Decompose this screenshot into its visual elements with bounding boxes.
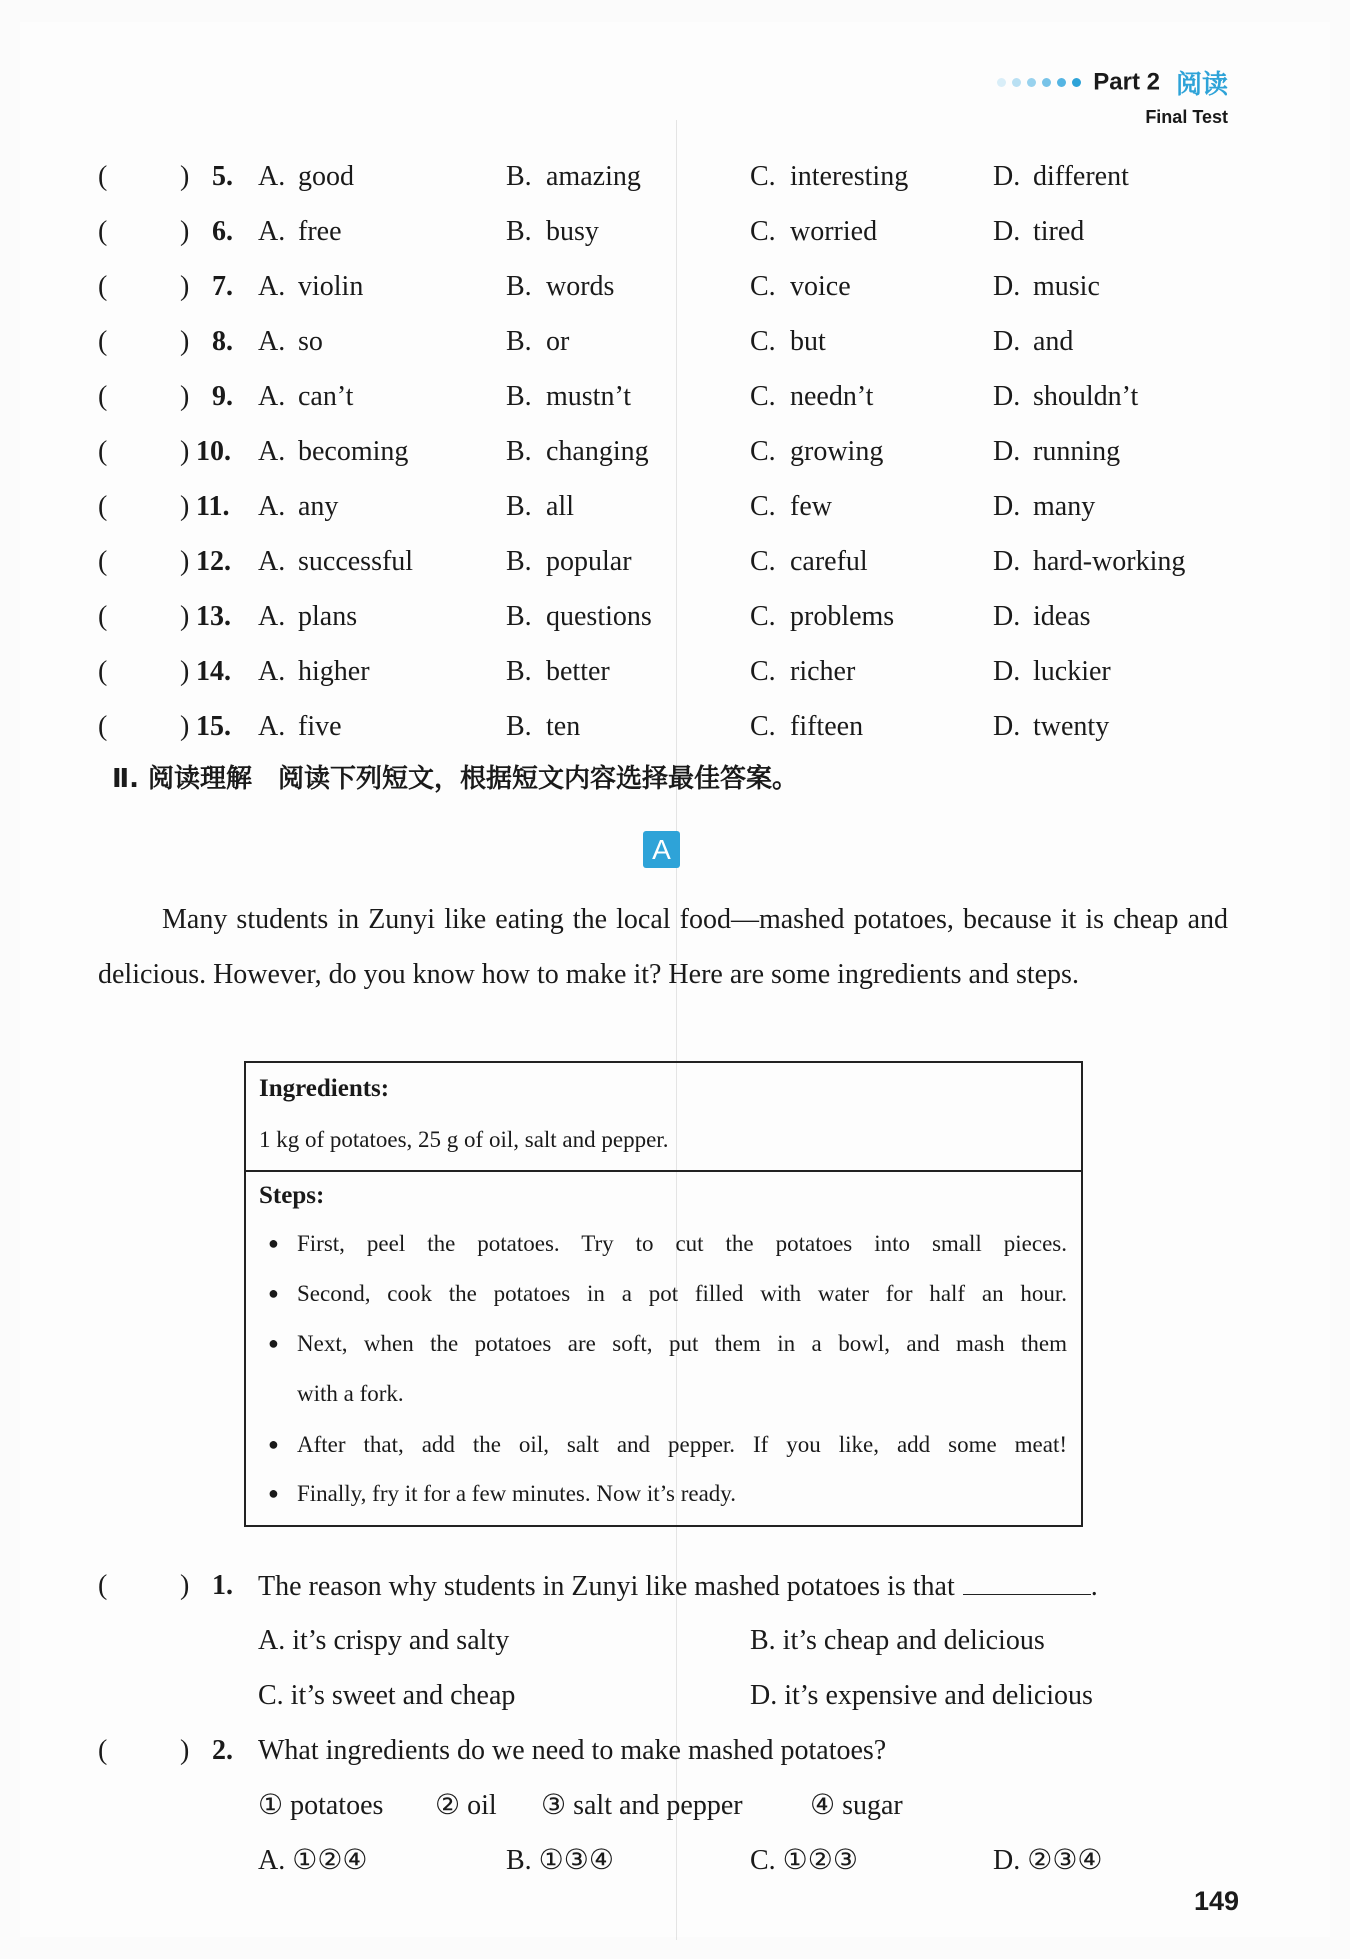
option-letter: C. bbox=[750, 216, 776, 247]
option-letter: B. bbox=[506, 711, 532, 742]
answer-paren-left: ( bbox=[98, 161, 108, 192]
option-letter: B. bbox=[506, 326, 532, 357]
option-text: busy bbox=[546, 216, 599, 247]
option-text: problems bbox=[790, 601, 895, 632]
answer-paren-right: ) bbox=[180, 491, 190, 522]
option-a[interactable] bbox=[258, 265, 363, 309]
option-text: can’t bbox=[298, 381, 354, 412]
option-a[interactable] bbox=[258, 650, 370, 694]
question-number: 6. bbox=[212, 216, 233, 247]
option-text: so bbox=[298, 326, 323, 357]
option-letter: C. bbox=[750, 161, 776, 192]
option-letter: D. bbox=[993, 271, 1021, 302]
bullet-icon: ● bbox=[268, 1233, 279, 1253]
bullet-icon: ● bbox=[268, 1333, 279, 1353]
question-number: 9. bbox=[212, 381, 233, 412]
option-c[interactable] bbox=[750, 650, 855, 694]
step-text: with a fork. bbox=[297, 1381, 404, 1406]
option-letter: A. bbox=[258, 436, 286, 467]
option-text: ideas bbox=[1033, 601, 1091, 632]
option-letter: C. bbox=[750, 271, 776, 302]
option-a[interactable] bbox=[258, 210, 342, 254]
option-text: hard-working bbox=[1033, 546, 1186, 577]
option-d[interactable] bbox=[993, 705, 1109, 749]
option-letter: D. bbox=[993, 161, 1021, 192]
header-subtitle: Final Test bbox=[1145, 107, 1228, 127]
option-text: ten bbox=[546, 711, 581, 742]
option-text: words bbox=[546, 271, 615, 302]
option-text: popular bbox=[546, 546, 632, 577]
option-letter: B. bbox=[506, 436, 532, 467]
section-title: Ⅱ. 阅读理解 阅读下列短文，根据短文内容选择最佳答案。 bbox=[112, 764, 799, 794]
answer-paren-right: ) bbox=[180, 546, 190, 577]
option-letter: A. bbox=[258, 601, 286, 632]
option-text: any bbox=[298, 491, 339, 522]
option-letter: A. bbox=[258, 546, 286, 577]
option-letter: D. bbox=[993, 546, 1021, 577]
option-letter: C. bbox=[750, 656, 776, 687]
question-number: 11. bbox=[196, 491, 230, 522]
answer-paren-right: ) bbox=[180, 711, 190, 742]
option-text: few bbox=[790, 491, 832, 522]
answer-paren-left: ( bbox=[98, 271, 108, 302]
option-a[interactable] bbox=[258, 430, 408, 474]
q2-option-d[interactable]: D. ②③④ bbox=[993, 1845, 1103, 1876]
cloze-row bbox=[98, 705, 1238, 749]
option-b[interactable] bbox=[506, 375, 631, 419]
decorative-dots bbox=[997, 78, 1081, 87]
steps-heading: Steps: bbox=[259, 1182, 325, 1209]
option-text: amazing bbox=[546, 161, 641, 192]
option-letter: C. bbox=[750, 491, 776, 522]
bullet-icon: ● bbox=[268, 1483, 279, 1503]
option-text: different bbox=[1033, 161, 1129, 192]
question-number: 2. bbox=[212, 1735, 233, 1766]
option-text: better bbox=[546, 656, 610, 687]
q2-item-1: ① potatoes bbox=[258, 1790, 384, 1821]
option-d[interactable] bbox=[993, 650, 1111, 694]
option-c[interactable] bbox=[750, 705, 863, 749]
option-text: plans bbox=[298, 601, 358, 632]
option-c[interactable] bbox=[750, 155, 908, 199]
dot-icon bbox=[1027, 78, 1036, 87]
option-b[interactable] bbox=[506, 540, 632, 584]
option-d[interactable] bbox=[993, 320, 1073, 364]
option-letter: A. bbox=[258, 326, 286, 357]
answer-paren-right: ) bbox=[180, 1570, 190, 1601]
cloze-row bbox=[98, 650, 1238, 694]
question-stem: What ingredients do we need to make mashed potatoes? bbox=[258, 1735, 887, 1766]
answer-paren-left: ( bbox=[98, 436, 108, 467]
step-text: Finally, fry it for a few minutes. Now it’s ready. bbox=[297, 1481, 737, 1506]
option-letter: B. bbox=[506, 271, 532, 302]
option-letter: B. bbox=[506, 656, 532, 687]
option-text: many bbox=[1033, 491, 1096, 522]
q2-option-b[interactable]: B. ①③④ bbox=[506, 1845, 614, 1876]
q1-option-d[interactable]: D. it’s expensive and delicious bbox=[750, 1680, 1093, 1711]
option-text: and bbox=[1033, 326, 1074, 357]
option-text: successful bbox=[298, 546, 414, 577]
option-text: richer bbox=[790, 656, 856, 687]
section-cn-label: 阅读 bbox=[1175, 70, 1228, 100]
q2-item-2: ② oil bbox=[435, 1790, 497, 1821]
question-number: 8. bbox=[212, 326, 233, 357]
dot-icon bbox=[1072, 78, 1081, 87]
option-letter: C. bbox=[750, 711, 776, 742]
q2-item-3: ③ salt and pepper bbox=[541, 1790, 743, 1821]
option-letter: D. bbox=[993, 601, 1021, 632]
option-d[interactable] bbox=[993, 430, 1120, 474]
option-d[interactable] bbox=[993, 210, 1084, 254]
option-a[interactable] bbox=[258, 705, 342, 749]
option-c[interactable] bbox=[750, 540, 868, 584]
passage-label-badge: A bbox=[643, 831, 680, 868]
answer-paren-left: ( bbox=[98, 1735, 108, 1766]
option-letter: C. bbox=[750, 601, 776, 632]
cloze-row bbox=[98, 265, 1238, 309]
option-text: questions bbox=[546, 601, 652, 632]
bullet-icon: ● bbox=[268, 1434, 279, 1454]
option-letter: C. bbox=[750, 436, 776, 467]
option-a[interactable] bbox=[258, 320, 323, 364]
option-c[interactable] bbox=[750, 320, 826, 364]
option-text: music bbox=[1033, 271, 1100, 302]
answer-paren-right: ) bbox=[180, 271, 190, 302]
option-text: fifteen bbox=[790, 711, 864, 742]
part-label: Part 2 bbox=[1093, 68, 1160, 96]
answer-paren-right: ) bbox=[180, 381, 190, 412]
option-letter: D. bbox=[993, 491, 1021, 522]
option-text: twenty bbox=[1033, 711, 1110, 742]
question-stem-text: The reason why students in Zunyi like mashed potatoes is that bbox=[258, 1571, 955, 1602]
question-number: 1. bbox=[212, 1570, 233, 1601]
option-letter: B. bbox=[506, 491, 532, 522]
cloze-row bbox=[98, 210, 1238, 254]
option-letter: A. bbox=[258, 711, 286, 742]
answer-paren-right: ) bbox=[180, 326, 190, 357]
answer-paren-right: ) bbox=[180, 161, 190, 192]
question-number: 13. bbox=[196, 601, 231, 632]
option-text: running bbox=[1033, 436, 1121, 467]
option-letter: D. bbox=[993, 326, 1021, 357]
option-letter: A. bbox=[258, 656, 286, 687]
option-text: five bbox=[298, 711, 342, 742]
option-c[interactable] bbox=[750, 375, 873, 419]
option-letter: B. bbox=[506, 216, 532, 247]
option-a[interactable] bbox=[258, 485, 338, 529]
cloze-row bbox=[98, 320, 1238, 364]
option-b[interactable] bbox=[506, 650, 610, 694]
question-number: 7. bbox=[212, 271, 233, 302]
option-c[interactable] bbox=[750, 265, 851, 309]
option-b[interactable] bbox=[506, 320, 569, 364]
dot-icon bbox=[1057, 78, 1066, 87]
cloze-row bbox=[98, 485, 1238, 529]
question-stem bbox=[258, 1564, 1098, 1609]
option-text: growing bbox=[790, 436, 884, 467]
option-text: good bbox=[298, 161, 354, 192]
option-letter: C. bbox=[750, 326, 776, 357]
q2-option-c[interactable]: C. ①②③ bbox=[750, 1845, 858, 1876]
answer-paren-right: ) bbox=[180, 216, 190, 247]
question-1 bbox=[98, 1564, 1238, 1608]
option-text: changing bbox=[546, 436, 649, 467]
dot-icon bbox=[997, 78, 1006, 87]
option-text: interesting bbox=[790, 161, 909, 192]
option-text: free bbox=[298, 216, 342, 247]
q1-option-a[interactable]: A. it’s crispy and salty bbox=[258, 1625, 510, 1656]
option-letter: D. bbox=[993, 381, 1021, 412]
option-letter: A. bbox=[258, 381, 286, 412]
cloze-row bbox=[98, 430, 1238, 474]
option-d[interactable] bbox=[993, 485, 1095, 529]
option-letter: B. bbox=[506, 601, 532, 632]
option-letter: B. bbox=[506, 381, 532, 412]
option-letter: D. bbox=[993, 711, 1021, 742]
option-d[interactable] bbox=[993, 595, 1091, 639]
option-c[interactable] bbox=[750, 210, 877, 254]
option-text: all bbox=[546, 491, 574, 522]
answer-paren-left: ( bbox=[98, 381, 108, 412]
option-a[interactable] bbox=[258, 595, 357, 639]
step-text: After that, add the oil, salt and pepper. If you like, add some meat! bbox=[297, 1432, 1067, 1457]
option-c[interactable] bbox=[750, 485, 832, 529]
option-d[interactable] bbox=[993, 375, 1138, 419]
q2-item-4: ④ sugar bbox=[810, 1790, 903, 1821]
q1-option-b[interactable]: B. it’s cheap and delicious bbox=[750, 1625, 1045, 1656]
option-c[interactable] bbox=[750, 430, 883, 474]
answer-paren-right: ) bbox=[180, 601, 190, 632]
q1-option-c[interactable]: C. it’s sweet and cheap bbox=[258, 1680, 516, 1711]
step-text: Second, cook the potatoes in a pot filled with water for half an hour. bbox=[297, 1281, 1067, 1306]
answer-paren-left: ( bbox=[98, 1570, 108, 1601]
option-b[interactable] bbox=[506, 210, 599, 254]
answer-paren-left: ( bbox=[98, 546, 108, 577]
answer-paren-left: ( bbox=[98, 711, 108, 742]
option-letter: C. bbox=[750, 546, 776, 577]
option-b[interactable] bbox=[506, 705, 580, 749]
step-text: First, peel the potatoes. Try to cut the potatoes into small pieces. bbox=[297, 1231, 1067, 1256]
option-letter: A. bbox=[258, 216, 286, 247]
answer-paren-left: ( bbox=[98, 216, 108, 247]
question-number: 12. bbox=[196, 546, 231, 577]
dot-icon bbox=[1042, 78, 1051, 87]
question-number: 15. bbox=[196, 711, 231, 742]
option-letter: A. bbox=[258, 271, 286, 302]
answer-paren-left: ( bbox=[98, 656, 108, 687]
cloze-row bbox=[98, 375, 1238, 419]
ingredients-list: 1 kg of potatoes, 25 g of oil, salt and pepper. bbox=[259, 1127, 669, 1152]
option-text: voice bbox=[790, 271, 851, 302]
option-text: tired bbox=[1033, 216, 1085, 247]
option-letter: D. bbox=[993, 216, 1021, 247]
option-a[interactable] bbox=[258, 375, 353, 419]
option-b[interactable] bbox=[506, 155, 641, 199]
answer-paren-left: ( bbox=[98, 491, 108, 522]
option-d[interactable] bbox=[993, 155, 1129, 199]
ingredients-section bbox=[246, 1063, 1081, 1172]
answer-blank[interactable] bbox=[963, 1564, 1091, 1595]
answer-paren-right: ) bbox=[180, 1735, 190, 1766]
option-b[interactable] bbox=[506, 485, 574, 529]
cloze-row bbox=[98, 595, 1238, 639]
page-number: 149 bbox=[1194, 1886, 1240, 1916]
option-text: becoming bbox=[298, 436, 409, 467]
option-letter: D. bbox=[993, 436, 1021, 467]
option-text: luckier bbox=[1033, 656, 1111, 687]
step-text: Next, when the potatoes are soft, put them in a bowl, and mash them bbox=[297, 1331, 1067, 1356]
question-number: 5. bbox=[212, 161, 233, 192]
passage-text: Many students in Zunyi like eating the local food—mashed potatoes, because it is cheap and delicious. However, do you know how to make it? Here are some ingredients and steps. bbox=[98, 904, 1228, 990]
option-text: shouldn’t bbox=[1033, 381, 1139, 412]
option-d[interactable] bbox=[993, 540, 1185, 584]
option-text: or bbox=[546, 326, 570, 357]
option-b[interactable] bbox=[506, 265, 614, 309]
option-text: mustn’t bbox=[546, 381, 632, 412]
option-a[interactable] bbox=[258, 155, 354, 199]
recipe-box bbox=[244, 1061, 1083, 1527]
cloze-row bbox=[98, 155, 1238, 199]
question-stem-end: . bbox=[1090, 1571, 1098, 1602]
option-text: but bbox=[790, 326, 826, 357]
question-number: 10. bbox=[196, 436, 231, 467]
page-header bbox=[997, 64, 1228, 128]
q2-option-a[interactable]: A. ①②④ bbox=[258, 1845, 368, 1876]
dot-icon bbox=[1012, 78, 1021, 87]
option-letter: C. bbox=[750, 381, 776, 412]
ingredients-heading: Ingredients: bbox=[259, 1075, 390, 1102]
answer-paren-right: ) bbox=[180, 656, 190, 687]
answer-paren-left: ( bbox=[98, 326, 108, 357]
question-2 bbox=[98, 1729, 1238, 1773]
answer-paren-right: ) bbox=[180, 436, 190, 467]
bullet-icon: ● bbox=[268, 1283, 279, 1303]
option-b[interactable] bbox=[506, 595, 652, 639]
option-letter: A. bbox=[258, 161, 286, 192]
answer-paren-left: ( bbox=[98, 601, 108, 632]
option-c[interactable] bbox=[750, 595, 894, 639]
option-letter: B. bbox=[506, 161, 532, 192]
option-letter: D. bbox=[993, 656, 1021, 687]
option-a[interactable] bbox=[258, 540, 413, 584]
option-letter: A. bbox=[258, 491, 286, 522]
option-text: higher bbox=[298, 656, 370, 687]
option-letter: B. bbox=[506, 546, 532, 577]
question-number: 14. bbox=[196, 656, 231, 687]
option-text: careful bbox=[790, 546, 868, 577]
option-b[interactable] bbox=[506, 430, 649, 474]
option-d[interactable] bbox=[993, 265, 1100, 309]
option-text: needn’t bbox=[790, 381, 874, 412]
option-text: violin bbox=[298, 271, 364, 302]
option-text: worried bbox=[790, 216, 878, 247]
cloze-row bbox=[98, 540, 1238, 584]
